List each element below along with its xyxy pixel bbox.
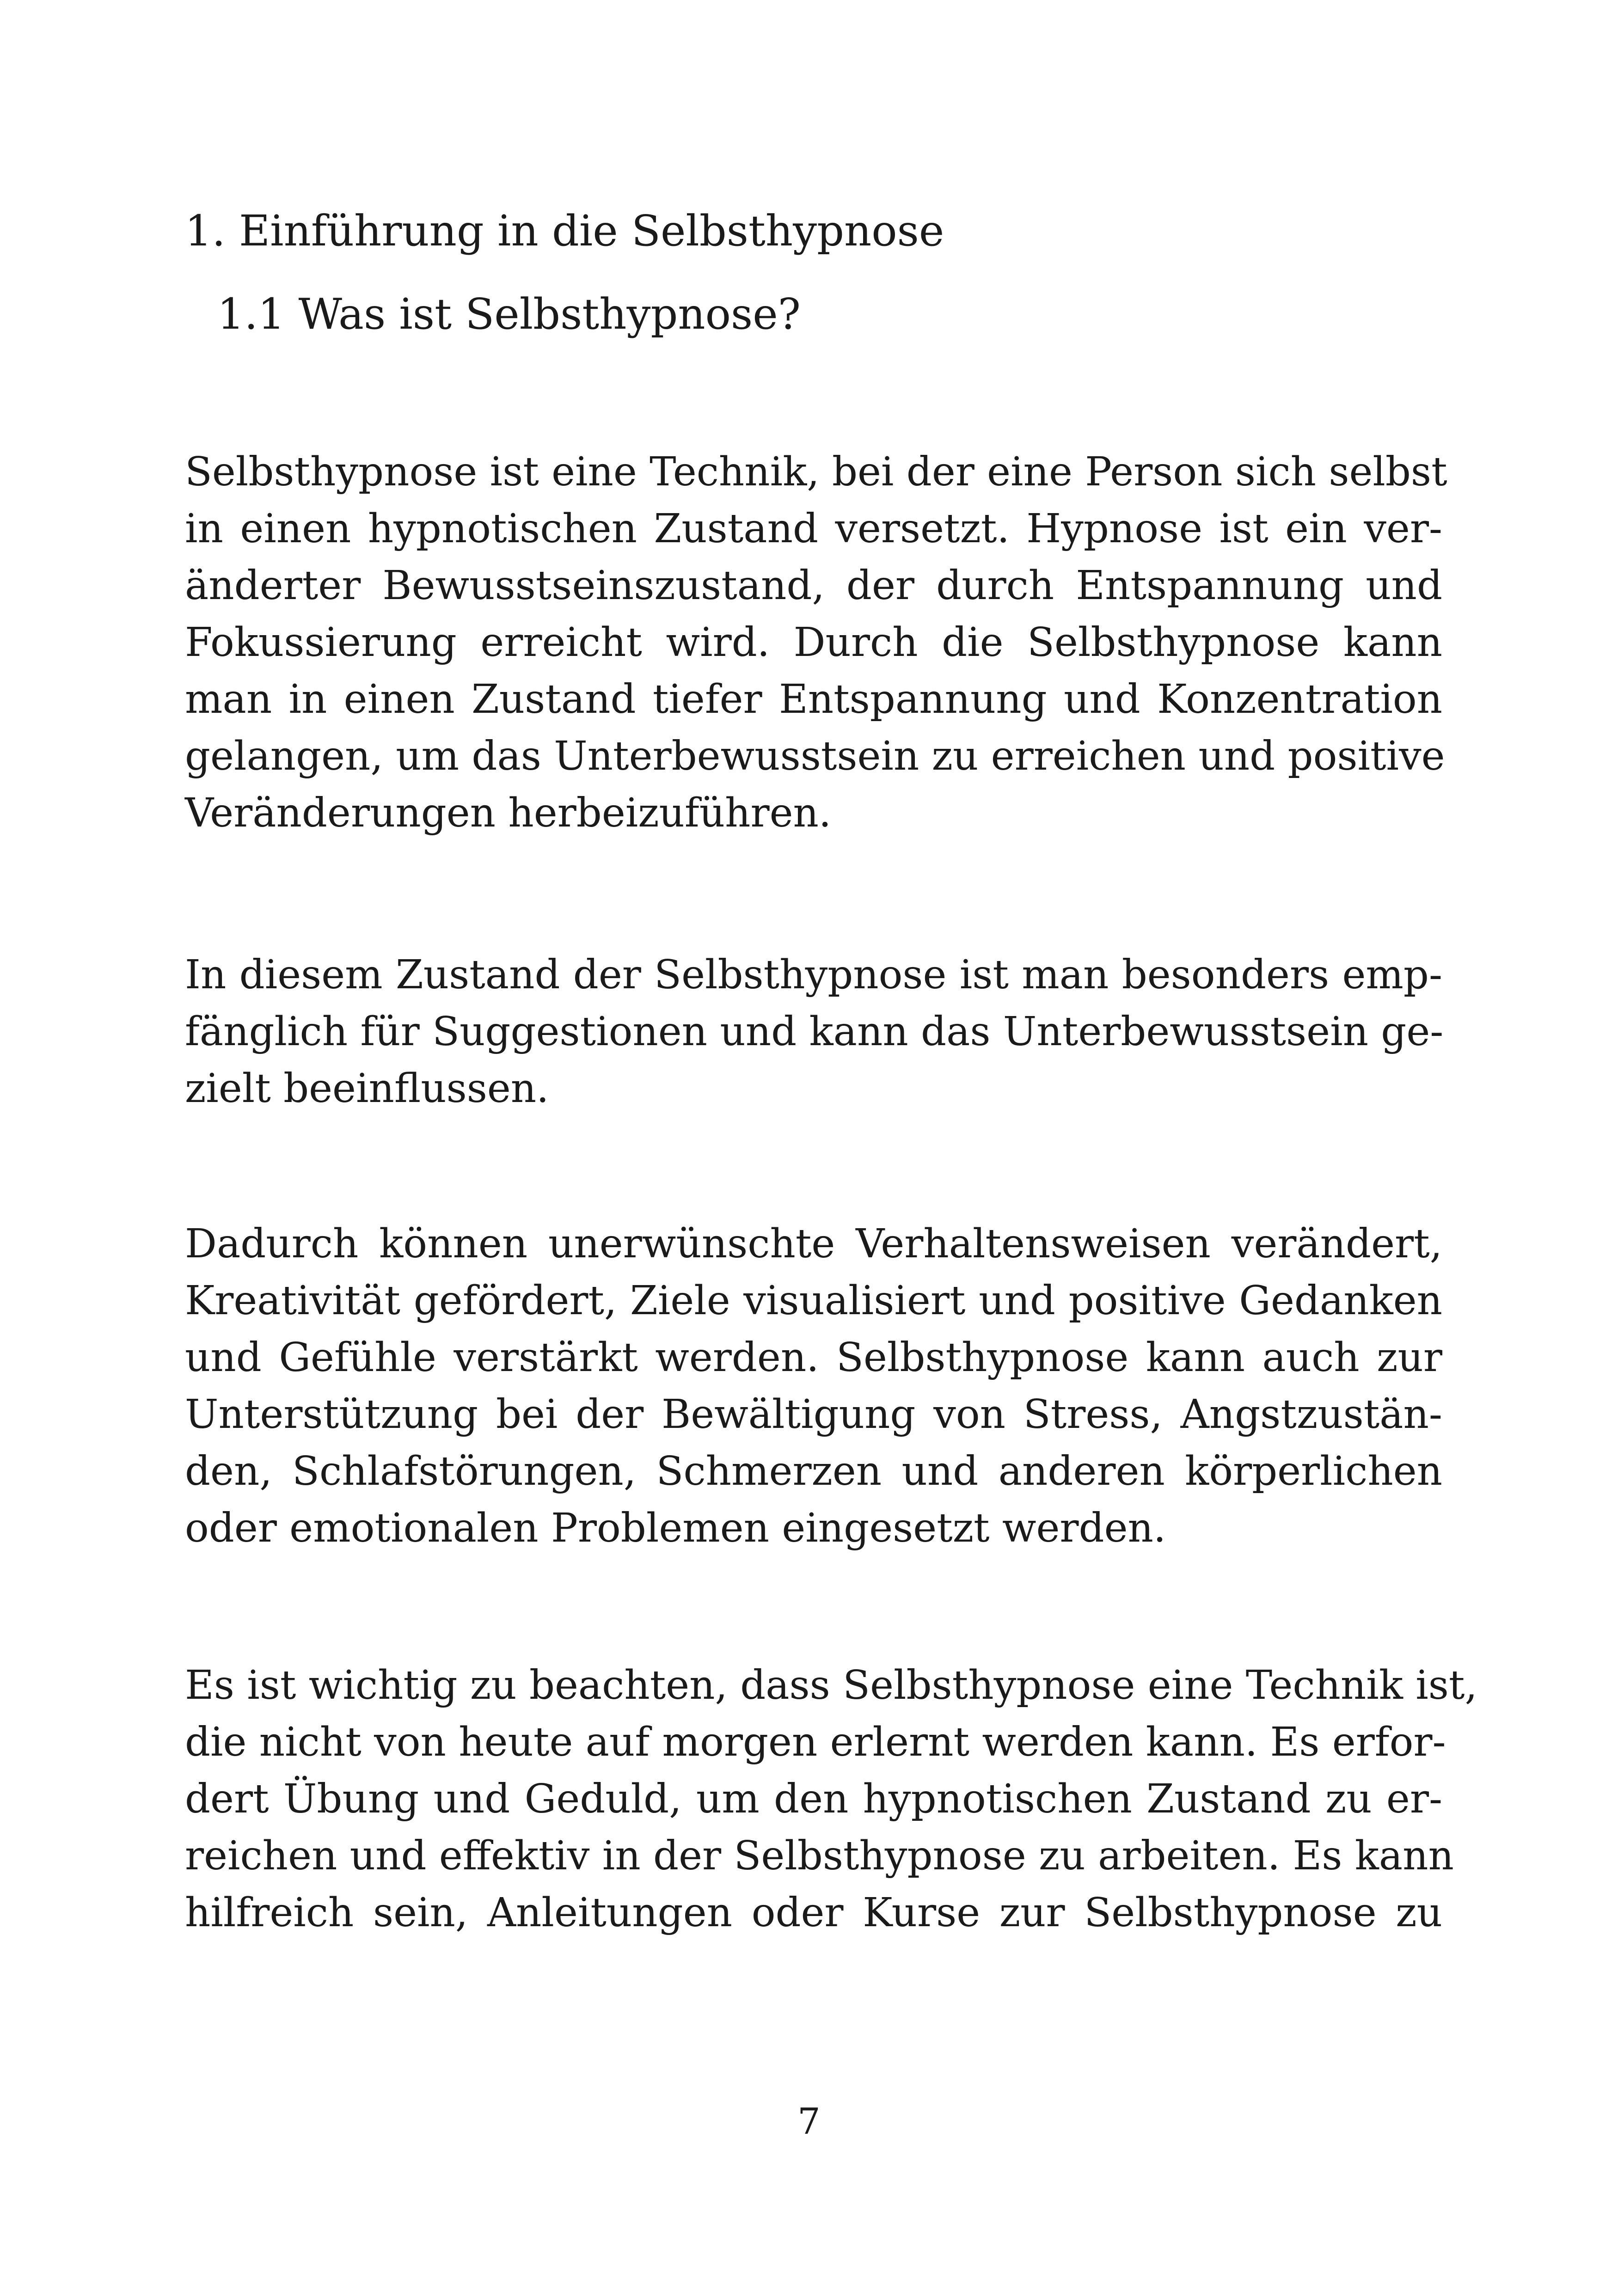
chapter-title: 1. Einführung in die Selbsthypnose (185, 206, 944, 256)
paragraph-3 (185, 1216, 1442, 1557)
text-line: die nicht von heute auf morgen erlernt werden kann. Es erfor- (185, 1719, 1446, 1765)
text-line: reichen und effektiv in der Selbsthypnose zu arbeiten. Es kann (185, 1833, 1454, 1879)
text-line: Kreativität gefördert, Ziele visualisiert und positive Gedanken (185, 1278, 1442, 1324)
section-title: 1.1 Was ist Selbsthypnose? (217, 289, 801, 339)
paragraph-4 (185, 1657, 1477, 1941)
text-line: änderter Bewusstseinszustand, der durch Entspannung und (185, 563, 1442, 609)
paragraph-2 (185, 947, 1442, 1117)
text-line: Selbsthypnose ist eine Technik, bei der eine Person sich selbst (185, 449, 1447, 495)
text-line: Fokussierung erreicht wird. Durch die Selbsthypnose kann (185, 619, 1442, 666)
text-line: Unterstützung bei der Bewältigung von Stress, Angstzustän- (185, 1391, 1442, 1438)
text-line: zielt beeinflussen. (185, 1065, 549, 1112)
text-line: in einen hypnotischen Zustand versetzt. Hypnose ist ein ver- (185, 506, 1442, 552)
text-line: Dadurch können unerwünschte Verhaltensweisen verändert, (185, 1221, 1442, 1267)
text-line: gelangen, um das Unterbewusstsein zu erreichen und positive (185, 733, 1445, 779)
text-line: Veränderungen herbeizuführen. (185, 790, 832, 836)
text-line: dert Übung und Geduld, um den hypnotischen Zustand zu er- (185, 1776, 1442, 1822)
text-line: In diesem Zustand der Selbsthypnose ist man besonders emp- (185, 952, 1442, 998)
text-line: fänglich für Suggestionen und kann das Unterbewusstsein ge- (185, 1009, 1444, 1055)
text-line: oder emotionalen Problemen eingesetzt werden. (185, 1505, 1166, 1551)
text-line: und Gefühle verstärkt werden. Selbsthypnose kann auch zur (185, 1335, 1442, 1381)
text-line: Es ist wichtig zu beachten, dass Selbsthypnose eine Technik ist, (185, 1662, 1477, 1708)
paragraph-1 (185, 444, 1447, 842)
text-line: den, Schlafstörungen, Schmerzen und anderen körperlichen (185, 1448, 1442, 1494)
text-line: hilfreich sein, Anleitungen oder Kurse zur Selbsthypnose zu (185, 1890, 1442, 1936)
page-number: 7 (797, 2101, 821, 2143)
text-line: man in einen Zustand tiefer Entspannung und Konzentration (185, 676, 1442, 722)
